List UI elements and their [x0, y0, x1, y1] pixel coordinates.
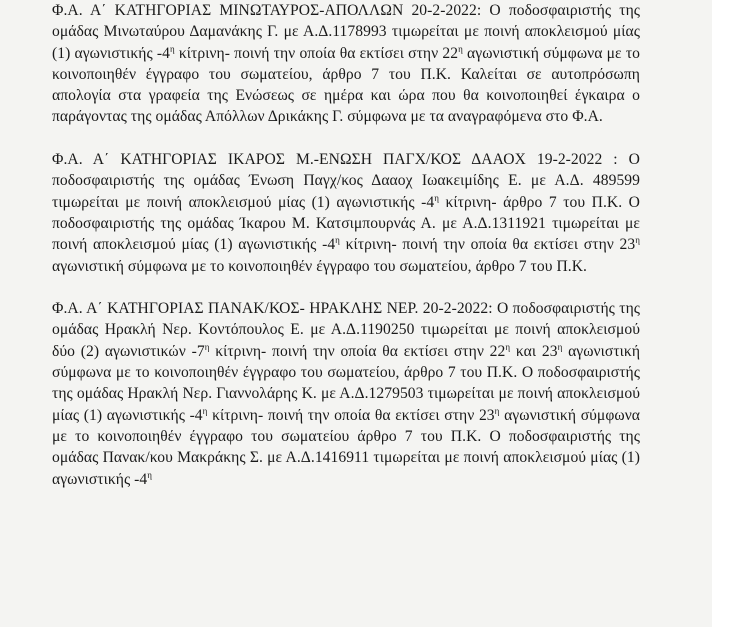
- ordinal-suffix: η: [494, 405, 500, 416]
- document-body: [52, 0, 640, 511]
- paragraph-text: και 23: [510, 342, 558, 360]
- ordinal-suffix: η: [557, 341, 563, 352]
- paragraph-text: αγωνιστική σύμφωνα με το κοινοποιηθέν έγγραφο του σωματείου άρθρο 7 του Π.Κ. Ο ποδοσφαιριστής της ομάδας Πανακ/κου Μακράκης Σ. με Α.Δ.1416911 τιμωρείται με ποινή αποκλεισμού μίας (1) αγωνιστικής -4: [52, 406, 641, 488]
- ordinal-suffix: η: [505, 341, 511, 352]
- ordinal-suffix: η: [335, 235, 340, 246]
- ordinal-suffix: η: [434, 192, 439, 203]
- paragraph: [52, 0, 640, 128]
- paragraph-text: Φ.Α. Α΄ ΚΑΤΗΓΟΡΙΑΣ ΜΙΝΩΤΑΥΡΟΣ-ΑΠΟΛΛΩΝ 20-2-2022: Ο ποδοσφαιριστής της ομάδας Μινωταύρου Δαμανάκης Γ. με Α.Δ.1178993 τιμωρείται με ποινή αποκλεισμού μίας (1) αγωνιστικής -4: [52, 2, 640, 62]
- ordinal-suffix: η: [202, 405, 208, 416]
- paragraph-text: κίτρινη- ποινή την οποία θα εκτίσει στην 22: [209, 342, 506, 360]
- paragraph-text: Φ.Α. Α΄ ΚΑΤΗΓΟΡΙΑΣ ΙΚΑΡΟΣ Μ.-ΕΝΩΣΗ ΠΑΓΧ/ΚΟΣ ΔΑΑΟΧ 19-2-2022 : Ο ποδοσφαιριστής της ομάδας Ένωση Παγχ/κος Δααοχ Ιωακειμίδης Ε. με Α.Δ. 489599 τιμωρείται με ποινή αποκλεισμού μίας (1) αγωνιστικής -4: [52, 151, 640, 211]
- paragraph-text: Φ.Α. Α΄ ΚΑΤΗΓΟΡΙΑΣ ΠΑΝΑΚ/ΚΟΣ- ΗΡΑΚΛΗΣ ΝΕΡ. 20-2-2022: Ο ποδοσφαιριστής της ομάδας Ηρακλή Νερ. Κοντόπουλος Ε. με Α.Δ.1190250 τιμωρείται με ποινή αποκλεισμού δύο (2) αγωνιστικών -7: [52, 300, 640, 360]
- paragraph-text: κίτρινη- ποινή την οποία θα εκτίσει στην 23: [207, 406, 495, 424]
- paragraph-text: αγωνιστική σύμφωνα με το κοινοποιηθέν έγγραφο του σωματείου, άρθρο 7 του Π.Κ.: [52, 257, 587, 275]
- paragraph-text: κίτρινη- ποινή την οποία θα εκτίσει στην 22: [174, 44, 459, 62]
- paragraph-text: κίτρινη- ποινή την οποία θα εκτίσει στην 23: [339, 236, 636, 254]
- ordinal-suffix: η: [204, 341, 210, 352]
- ordinal-suffix: η: [147, 469, 152, 480]
- paragraph-text: κίτρινη- άρθρο 7 του Π.Κ. Ο ποδοσφαιριστής της ομάδας Ίκαρου Μ. Κατσιμπουρνάς Α. με Α.Δ.1311921 τιμωρείται με ποινή αποκλεισμού μίας (1) αγωνιστικής -4: [52, 193, 640, 254]
- ordinal-suffix: η: [169, 43, 175, 54]
- paragraph-text: αγωνιστική σύμφωνα με το κοινοποιηθέν έγγραφο του σωματείου, άρθρο 7 του Π.Κ. Ο ποδοσφαιριστής της ομάδας Ηρακλή Νερ. Γιαννολάρης Κ. με Α.Δ.1279503 τιμωρείται με ποινή αποκλεισμού μίας (1) αγωνιστικής -4: [52, 342, 641, 424]
- ordinal-suffix: η: [458, 43, 463, 54]
- paragraph: [52, 149, 640, 277]
- ordinal-suffix: η: [635, 235, 640, 246]
- paragraph-text: αγωνιστική σύμφωνα με το κοινοποιηθέν έγγραφο του σωματείου, άρθρο 7 του Π.Κ. Καλείται σε αυτοπρόσωπη απολογία στα γραφεία της Ενώσεως σε ημέρα και ώρα που θα κοινοποιηθεί έγκαιρα ο παράγοντας της ομάδας Απόλλων Δρικάκης Γ. σύμφωνα με τα αναγραφόμενα στο Φ.Α.: [52, 44, 640, 126]
- paragraph: [52, 298, 640, 490]
